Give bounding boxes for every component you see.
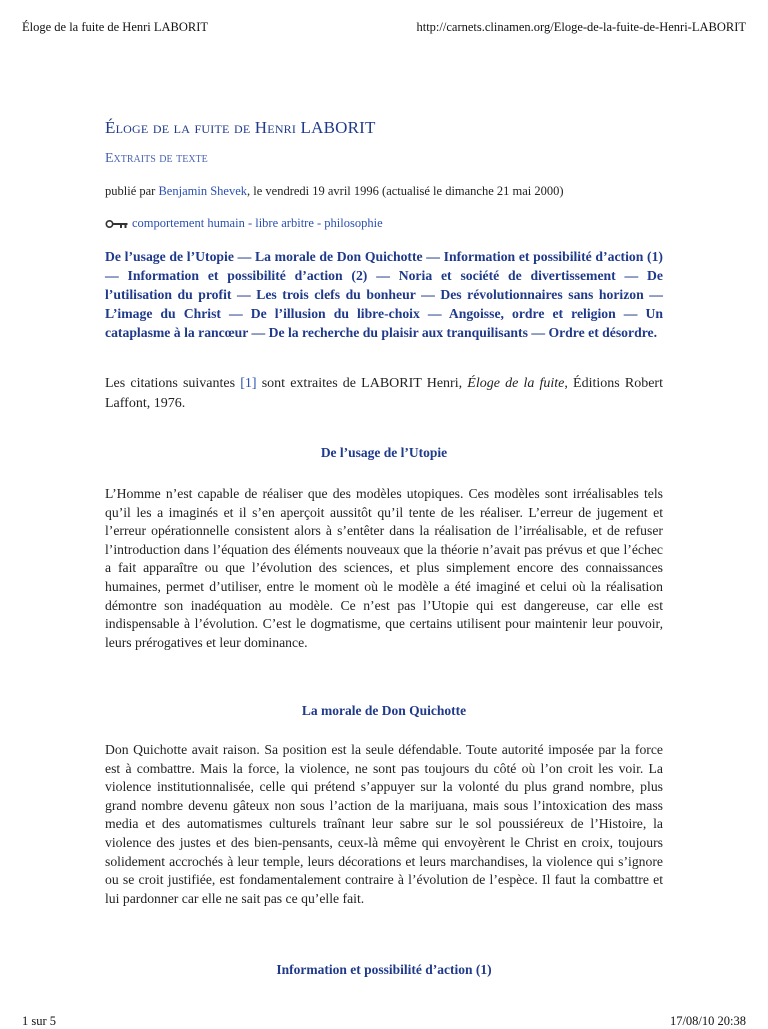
print-timestamp: 17/08/10 20:38 bbox=[669, 1014, 746, 1028]
section-heading: Information et possibilité d’action (1) bbox=[276, 962, 492, 977]
intro-paragraph bbox=[105, 374, 663, 414]
article-title: Éloge de la fuite de Henri LABORIT bbox=[105, 118, 376, 137]
print-footer bbox=[22, 1014, 746, 1029]
table-of-contents[interactable]: De l’usage de l’Utopie — La morale de Don Quichotte — Information et possibilité d’action (1) — Information et possibilité d’action (2) — Noria et société de divertissement — De l’utilisation du profit — Les trois clefs du bonheur — Des révolutionnaires sans horizon — L’image du Christ — De l’illusion du libre-choix — Angoisse, ordre et religion — Un cataplasme à la rancœur — De la recherche du plaisir aux tranquilisants — Ordre et désordre. bbox=[105, 249, 663, 340]
publication-date: , le vendredi 19 avril 1996 (actualisé le dimanche 21 mai 2000) bbox=[247, 184, 564, 198]
publication-info bbox=[105, 184, 564, 199]
print-header bbox=[22, 20, 746, 35]
key-icon bbox=[105, 219, 129, 229]
footnote-link[interactable]: [1] bbox=[240, 376, 257, 391]
page-number: 1 sur 5 bbox=[22, 1014, 57, 1028]
print-header-url: http://carnets.clinamen.org/Eloge-de-la-fuite-de-Henri-LABORIT bbox=[416, 20, 746, 34]
intro-before: Les citations suivantes bbox=[105, 376, 241, 391]
section-heading: De l’usage de l’Utopie bbox=[320, 445, 448, 460]
keyword-tags bbox=[105, 216, 383, 231]
section-paragraph: Don Quichotte avait raison. Sa position est la seule défendable. Toute autorité imposée par la force est à combattre. Mais la force, la violence, ne sont pas toujours du côté où l’on croit les voir. La violence institutionnalisée, celle qui prétend s’appuyer sur la volonté du plus grand nombre, plus grand nombre devenu gâteux non sous l’action de la marijuana, mais sous l’intoxication des mass media et des automatismes culturels traînant leur sabre sur le sol poussiéreux de l’Histoire, la violence des justes et des bien-pensants, ceux-là même qui envoyèrent le Christ en croix, toujours solidement accrochés à leur temple, leurs décorations et leurs marchandises, la violence qui s’ignore ou se croit justifiée, est fondamentalement contraire à l’évolution de l’espèce. Il faut la combattre et lui pardonner car elle ne sait pas ce qu’elle fait. bbox=[105, 742, 663, 906]
publication-prefix: publié par bbox=[105, 184, 159, 198]
keyword-links[interactable]: comportement humain - libre arbitre - philosophie bbox=[132, 216, 383, 230]
print-header-title: Éloge de la fuite de Henri LABORIT bbox=[22, 20, 209, 34]
article-subtitle: Extraits de texte bbox=[105, 151, 208, 166]
intro-after: , Éditions Robert Laffont, 1976. bbox=[105, 376, 663, 411]
book-title: Éloge de la fuite bbox=[467, 376, 565, 391]
section-heading: La morale de Don Quichotte bbox=[301, 703, 467, 718]
section-paragraph: L’Homme n’est capable de réaliser que des modèles utopiques. Ces modèles sont irréalisables tels qu’il les a imaginés et il s’en aperçoit aussitôt qu’il tente de les réaliser. L’erreur de jugement et l’erreur opérationnelle consistent alors à s’entêter dans la réalisation de l’irréalisable, et de refuser l’introduction dans l’équation des éléments nouveaux que la théorie n’avait pas prévus et que l’échec a fait apparaître ou que l’évolution des sciences, et plus simplement encore des connaissances humaines, permet d’utiliser, entre le moment où le modèle a été imaginé et celui où la réalisation démontre son inadéquation au modèle. Ce n’est pas l’Utopie qui est dangereuse, car elle est indispensable à l’évolution. C’est le dogmatisme, que certains utilisent pour maintenir leur pouvoir, leurs prérogatives et leur dominance. bbox=[105, 486, 663, 650]
intro-middle: sont extraites de LABORIT Henri, bbox=[256, 376, 468, 391]
author-link[interactable]: Benjamin Shevek bbox=[158, 184, 247, 198]
